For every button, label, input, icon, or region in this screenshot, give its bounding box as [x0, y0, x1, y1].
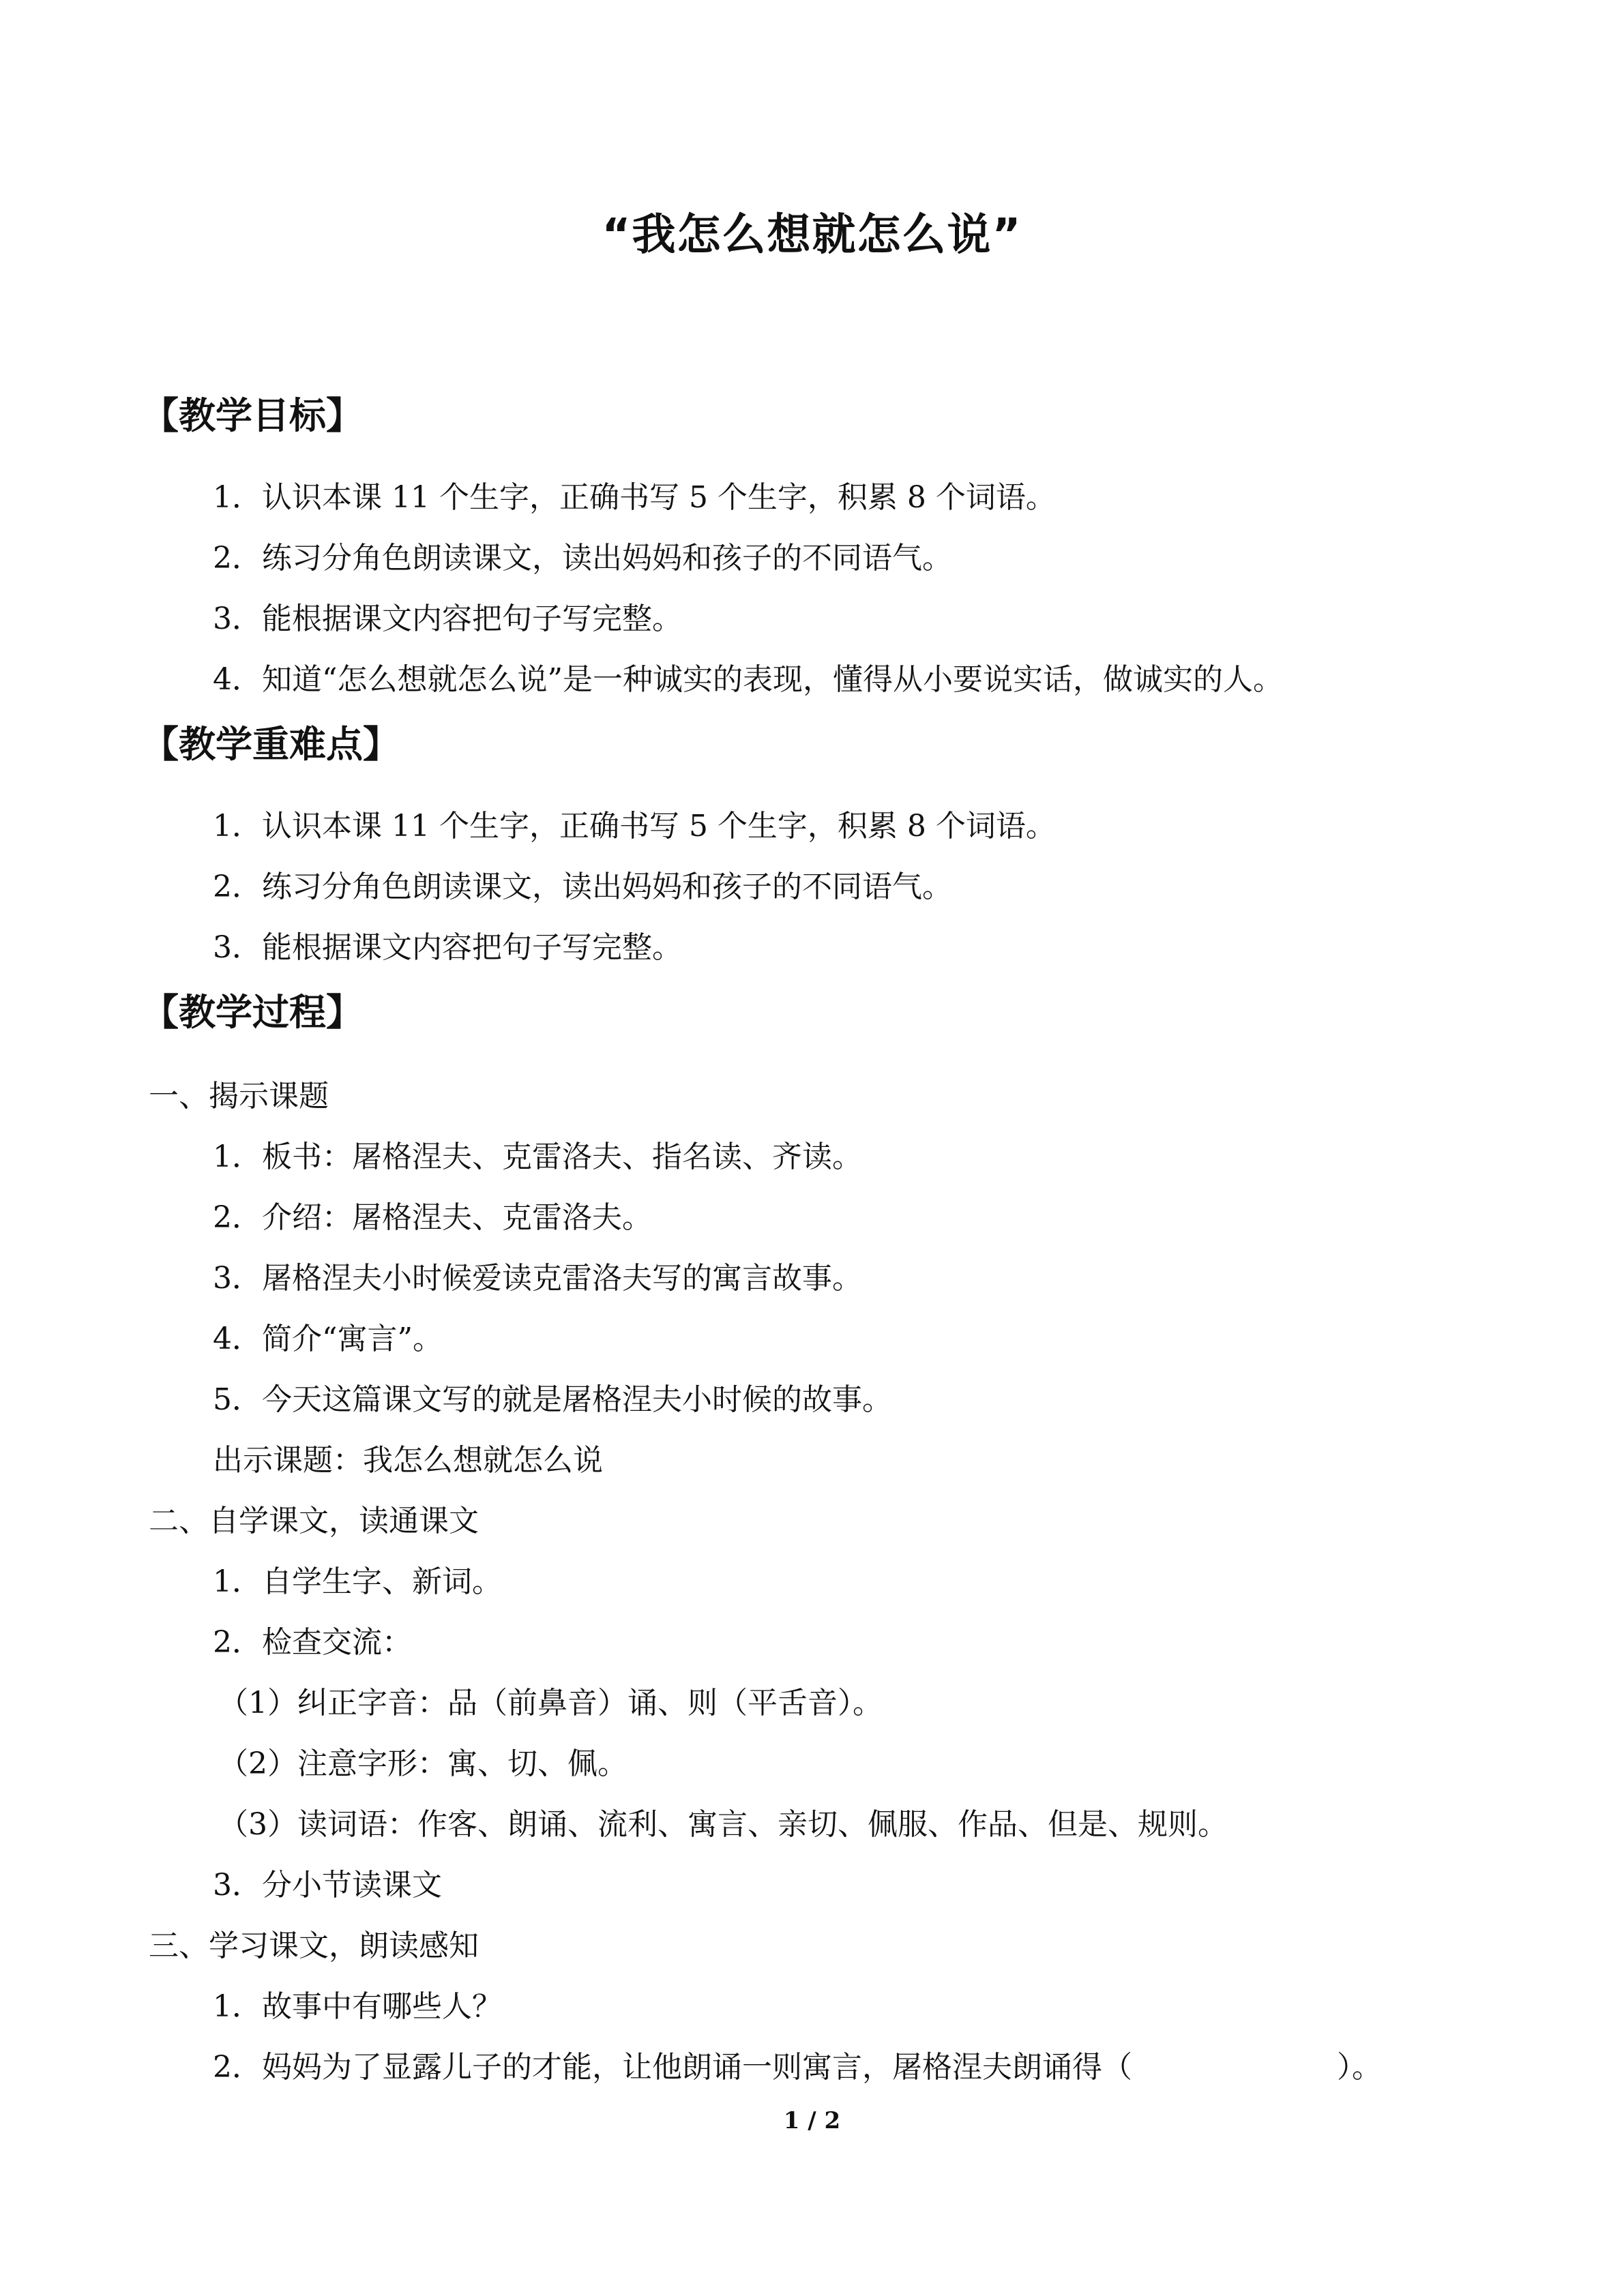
goal-item-2: 2．练习分角色朗读课文，读出妈妈和孩子的不同语气。	[213, 541, 952, 576]
document-title: “我怎么想就怎么说”	[602, 210, 1022, 260]
part2-subitem-1: （1）纠正字音：品（前鼻音）诵、则（平舌音）。	[218, 1686, 883, 1720]
part1-item-4: 4．简介“寓言”。	[213, 1322, 443, 1356]
part1-item-2: 2．介绍：屠格涅夫、克雷洛夫。	[213, 1200, 652, 1235]
part1-item-6: 出示课题：我怎么想就怎么说	[213, 1443, 603, 1478]
process-part1-title: 一、揭示课题	[149, 1079, 329, 1114]
part2-item-3: 3．分小节读课文	[213, 1868, 442, 1903]
part2-item-2: 2．检查交流：	[213, 1625, 412, 1660]
page-number: 1 / 2	[783, 2107, 841, 2134]
key-point-item-2: 2．练习分角色朗读课文，读出妈妈和孩子的不同语气。	[213, 869, 952, 904]
fill-blank-suffix: ）。	[1337, 2050, 1382, 2085]
goal-item-3: 3．能根据课文内容把句子写完整。	[213, 601, 682, 636]
part3-item-2	[213, 2046, 1382, 2089]
part1-item-3: 3．屠格涅夫小时候爱读克雷洛夫写的寓言故事。	[213, 1261, 862, 1296]
goal-item-4: 4．知道“怎么想就怎么说”是一种诚实的表现，懂得从小要说实话，做诚实的人。	[213, 662, 1283, 697]
key-points-heading: 【教学重难点】	[142, 723, 400, 766]
process-part2-title: 二、自学课文，读通课文	[149, 1504, 479, 1538]
key-point-item-1: 1．认识本课 11 个生字，正确书写 5 个生字，积累 8 个词语。	[213, 809, 1056, 844]
fill-blank-prefix: 2．妈妈为了显露儿子的才能，让他朗诵一则寓言，屠格涅夫朗诵得（	[213, 2050, 1132, 2085]
goal-item-1: 1．认识本课 11 个生字，正确书写 5 个生字，积累 8 个词语。	[213, 480, 1056, 515]
part2-subitem-3: （3）读词语：作客、朗诵、流利、寓言、亲切、佩服、作品、但是、规则。	[218, 1807, 1228, 1842]
process-heading: 【教学过程】	[142, 991, 363, 1034]
part1-item-1: 1．板书：屠格涅夫、克雷洛夫、指名读、齐读。	[213, 1139, 862, 1174]
part3-item-1: 1．故事中有哪些人？	[213, 1989, 502, 2024]
process-part3-title: 三、学习课文，朗读感知	[149, 1928, 479, 1963]
part2-item-1: 1．自学生字、新词。	[213, 1564, 502, 1599]
part1-item-5: 5．今天这篇课文写的就是屠格涅夫小时候的故事。	[213, 1382, 892, 1417]
goals-heading: 【教学目标】	[142, 394, 363, 437]
part2-subitem-2: （2）注意字形：寓、切、佩。	[218, 1746, 628, 1781]
key-point-item-3: 3．能根据课文内容把句子写完整。	[213, 930, 682, 965]
